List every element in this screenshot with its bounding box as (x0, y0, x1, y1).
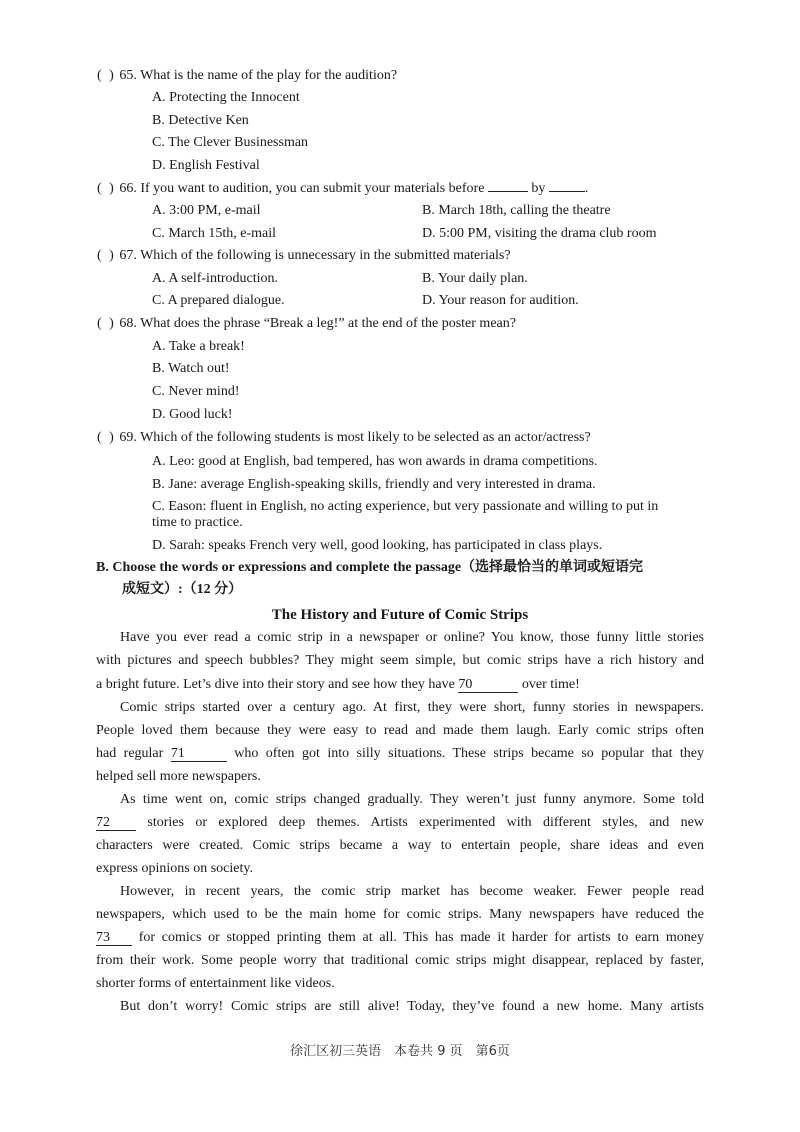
question-66: ( ) 66. If you want to audition, you can submit your materials before by . (97, 181, 589, 196)
passage-line: Have you ever read a comic strip in a newspaper or online? You know, those funny little stories (120, 630, 704, 645)
blank-71: 71 (171, 746, 227, 762)
blank-70: 70 (458, 677, 518, 693)
option-68-d: D. Good luck! (152, 407, 233, 422)
passage-line: shorter forms of entertainment like videos. (96, 976, 335, 991)
question-67: ( ) 67. Which of the following is unnecessary in the submitted materials? (97, 248, 511, 263)
passage-line: helped sell more newspapers. (96, 769, 261, 784)
passage-line: People loved them because they were easy to read and made them laugh. Early comic strips often (96, 723, 704, 738)
passage-line: characters were created. Comic strips became a way to entertain people, share ideas and even (96, 838, 704, 853)
passage-line: express opinions on society. (96, 861, 253, 876)
passage-line: 72 stories or explored deep themes. Artists experimented with different styles, and new (96, 815, 705, 830)
passage-line: But don’t worry! Comic strips are still alive! Today, they’ve found a new home. Many artists (120, 999, 704, 1014)
passage-line: had regular 71 who often got into silly situations. These strips became so popular that they (96, 746, 705, 761)
option-66-a: A. 3:00 PM, e-mail (152, 203, 261, 218)
option-68-a: A. Take a break! (152, 339, 245, 354)
option-65-b: B. Detective Ken (152, 113, 249, 128)
passage-line: a bright future. Let’s dive into their story and see how they have 70 over time! (96, 677, 580, 692)
option-68-b: B. Watch out! (152, 361, 230, 376)
answer-blank (549, 191, 585, 192)
option-67-a: A. A self-introduction. (152, 271, 278, 286)
section-b-heading-cont: 成短文）:（12 分） (122, 582, 243, 597)
option-65-d: D. English Festival (152, 158, 260, 173)
question-65: ( ) 65. What is the name of the play for the audition? (97, 68, 398, 83)
question-69: ( ) 69. Which of the following students is most likely to be selected as an actor/actress? (97, 430, 591, 445)
passage-line: As time went on, comic strips changed gradually. They weren’t just funny anymore. Some told (120, 792, 704, 807)
option-66-d: D. 5:00 PM, visiting the drama club room (422, 226, 657, 241)
option-69-b: B. Jane: average English-speaking skills, friendly and very interested in drama. (152, 477, 596, 492)
option-69-d: D. Sarah: speaks French very well, good looking, has participated in class plays. (152, 538, 603, 553)
passage-line: However, in recent years, the comic strip market has become weaker. Fewer people read (120, 884, 704, 899)
blank-73: 73 (96, 930, 132, 946)
option-69-c-cont: time to practice. (152, 515, 243, 530)
option-65-a: A. Protecting the Innocent (152, 90, 300, 105)
page-footer: 徐汇区初三英语 本卷共 9 页 第6页 (290, 1044, 510, 1059)
option-69-a: A. Leo: good at English, bad tempered, has won awards in drama competitions. (152, 454, 598, 469)
option-65-c: C. The Clever Businessman (152, 135, 309, 150)
passage-title: The History and Future of Comic Strips (271, 607, 529, 623)
passage-line: Comic strips started over a century ago. At first, they were short, funny stories in newspapers. (120, 700, 704, 715)
option-69-c: C. Eason: fluent in English, no acting experience, but very passionate and willing to put in (152, 499, 659, 514)
passage-line: 73 for comics or stopped printing them at all. This has made it harder for artists to earn money (96, 930, 704, 945)
option-68-c: C. Never mind! (152, 384, 240, 399)
question-68: ( ) 68. What does the phrase “Break a leg!” at the end of the poster mean? (97, 316, 516, 331)
option-66-c: C. March 15th, e-mail (152, 226, 277, 241)
option-67-b: B. Your daily plan. (422, 271, 528, 286)
answer-blank (488, 191, 528, 192)
passage-line: newspapers, which used to be the main home for comic strips. Many newspapers have reduced the (96, 907, 704, 922)
blank-72: 72 (96, 815, 136, 831)
section-b-heading: B. Choose the words or expressions and complete the passage（选择最恰当的单词或短语完 (96, 560, 644, 575)
passage-line: with pictures and speech bubbles? They might seem simple, but comic strips have a rich history and (96, 653, 704, 668)
option-67-d: D. Your reason for audition. (422, 293, 579, 308)
passage-line: from their work. Some people worry that traditional comic strips might disappear, replaced by faster, (96, 953, 704, 968)
option-66-b: B. March 18th, calling the theatre (422, 203, 611, 218)
option-67-c: C. A prepared dialogue. (152, 293, 285, 308)
